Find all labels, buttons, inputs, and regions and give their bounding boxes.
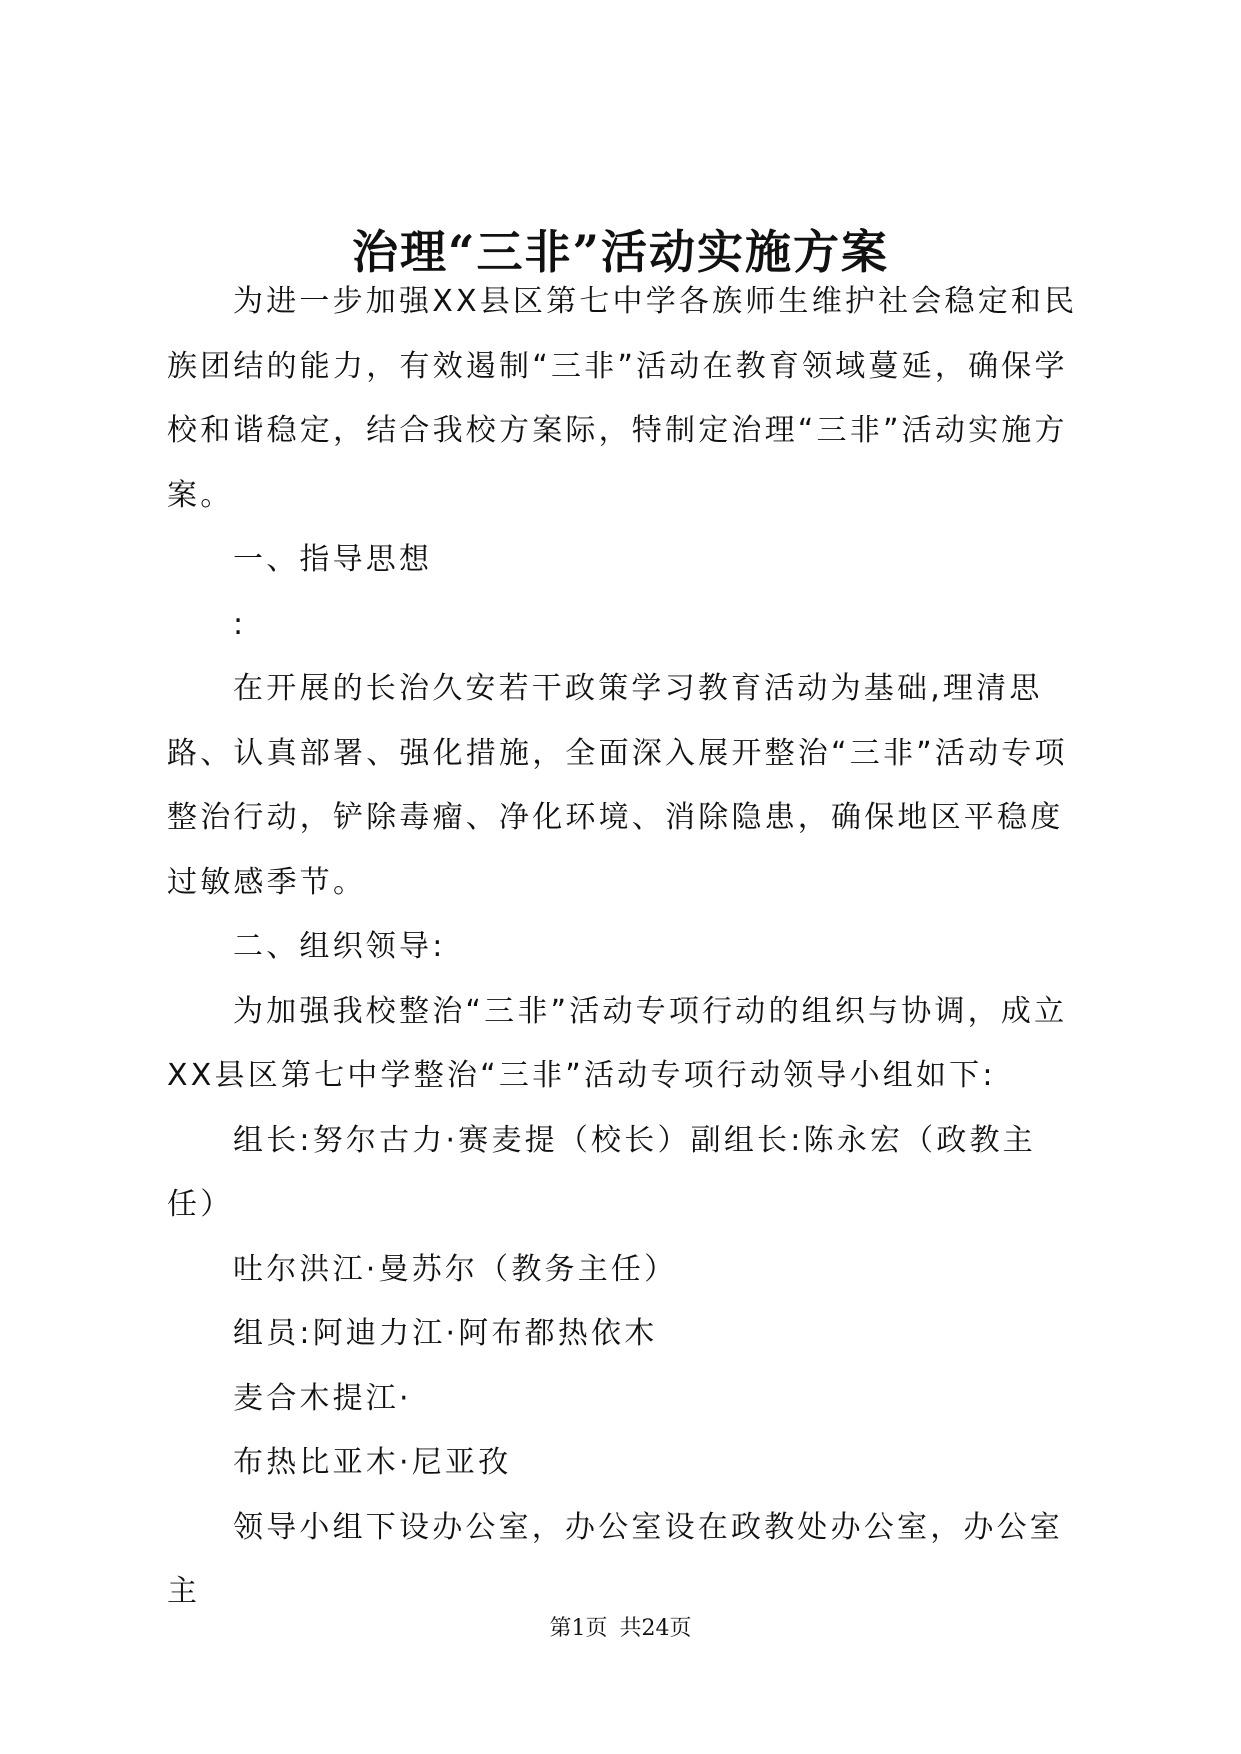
paragraph-intro: 为进一步加强XX县区第七中学各族师生维护社会稳定和民族团结的能力，有效遏制“三非”活动在教育领域蔓延，确保学校和谐稳定，结合我校方案际，特制定治理“三非”活动实施方案。 (167, 284, 1078, 513)
heading-organization: 二、组织领导: (233, 929, 446, 964)
page-footer (0, 1614, 1241, 1644)
paragraph-office: 领导小组下设办公室，办公室设在政教处办公室，办公室主 (167, 1509, 1063, 1609)
paragraph-member-1: 组员:阿迪力江·阿布都热依木 (233, 1316, 658, 1351)
heading-guiding-ideology: 一、指导思想 (233, 542, 433, 577)
document-body (167, 270, 1087, 1625)
paragraph-deputy: 吐尔洪江·曼苏尔（教务主任） (233, 1251, 678, 1287)
page-number: 第1页 (549, 1616, 608, 1641)
document-title: 治理“三非”活动实施方案 (352, 225, 889, 279)
paragraph-member-3: 布热比亚木·尼亚孜 (233, 1445, 512, 1480)
paragraph-leaders: 组长:努尔古力·赛麦提（校长）副组长:陈永宏（政教主任） (167, 1122, 1036, 1222)
page-total: 共24页 (619, 1616, 692, 1641)
paragraph-guiding-content: 在开展的长治久安若干政策学习教育活动为基础,理清思路、认真部署、强化措施，全面深入展开整治“三非”活动专项整治行动，铲除毒瘤、净化环境、消除隐患，确保地区平稳度过敏感季节。 (167, 671, 1068, 900)
paragraph-member-2: 麦合木提江· (233, 1380, 412, 1416)
paragraph-colon: : (233, 606, 247, 642)
paragraph-organization: 为加强我校整治“三非”活动专项行动的组织与协调，成立XX县区第七中学整治“三非”活动专项行动领导小组如下: (167, 993, 1068, 1093)
